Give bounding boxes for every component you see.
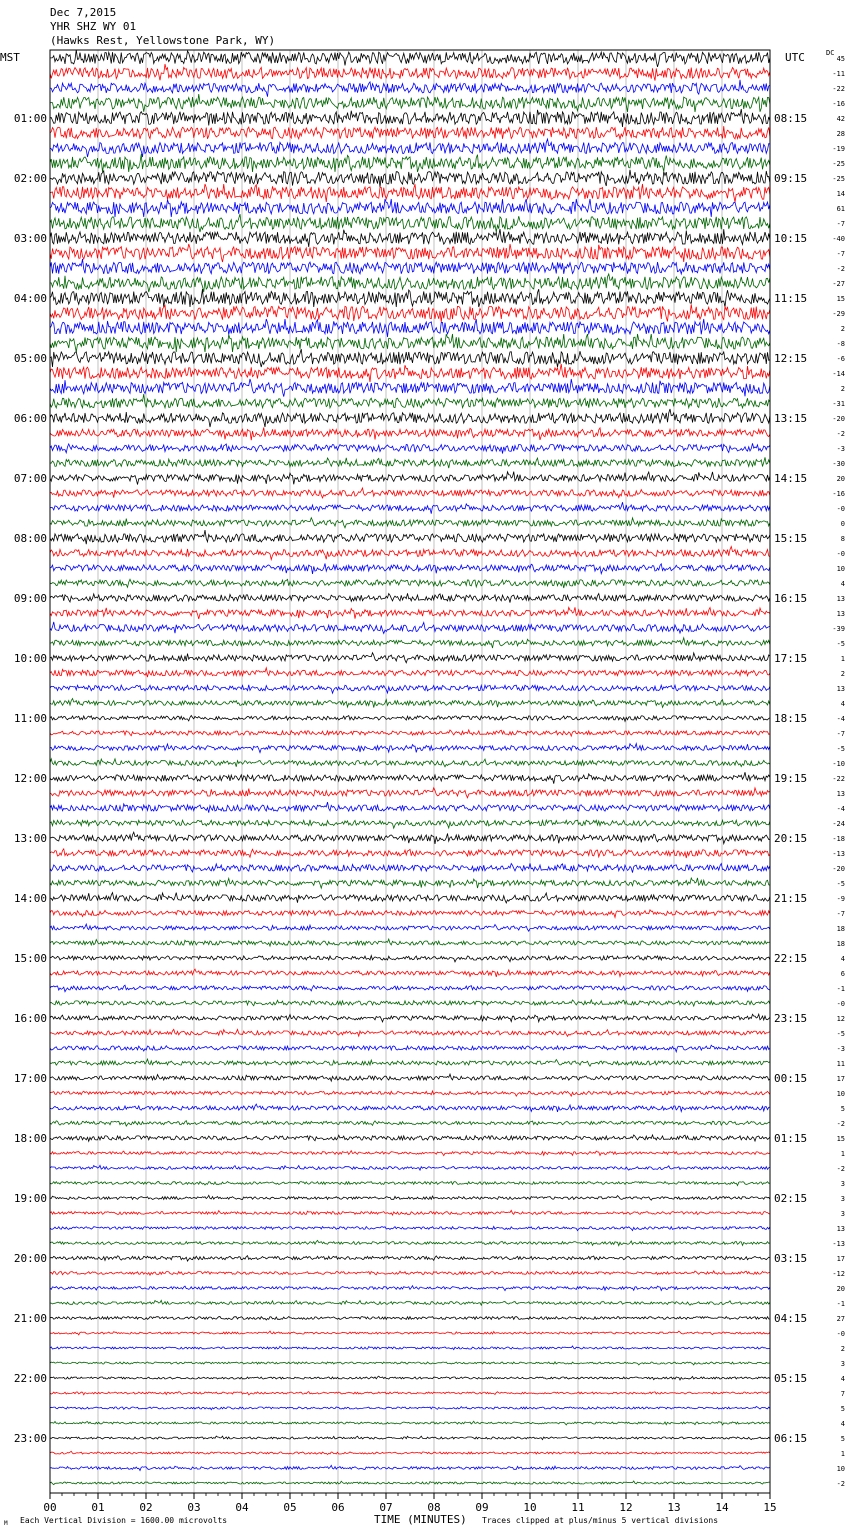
dc-offset-value: 6: [840, 970, 845, 978]
x-tick-label: 02: [139, 1501, 153, 1514]
dc-offset-value: 2: [840, 1345, 845, 1353]
hour-label-mst: 23:00: [13, 1432, 47, 1445]
corner-mark: M: [4, 1520, 8, 1527]
dc-offset-value: 5: [840, 1405, 845, 1413]
hour-label-mst: 20:00: [13, 1252, 47, 1265]
dc-offset-value: -25: [832, 160, 845, 168]
dc-offset-value: -30: [832, 460, 845, 468]
dc-offset-value: -7: [836, 910, 845, 918]
dc-offset-value: 0: [840, 520, 845, 528]
dc-offset-value: -20: [832, 865, 845, 873]
hour-label-utc: 11:15: [774, 292, 808, 305]
hour-label-mst: 10:00: [13, 652, 47, 665]
dc-offset-value: 13: [836, 685, 845, 693]
dc-offset-value: 4: [840, 955, 845, 963]
x-tick-label: 01: [91, 1501, 105, 1514]
dc-offset-value: 13: [836, 595, 845, 603]
dc-offset-value: -7: [836, 220, 845, 228]
hour-label-utc: 05:15: [774, 1372, 808, 1385]
dc-offset-value: 27: [836, 1315, 845, 1323]
dc-offset-value: 2: [840, 325, 845, 333]
dc-offset-value: -6: [836, 355, 845, 363]
hour-label-mst: 13:00: [13, 832, 47, 845]
dc-offset-value: 3: [840, 1195, 845, 1203]
dc-offset-value: 10: [836, 1465, 845, 1473]
dc-offset-value: -16: [832, 490, 845, 498]
hour-label-utc: 09:15: [774, 172, 808, 185]
dc-offset-value: -12: [832, 1270, 845, 1278]
hour-label-mst: 07:00: [13, 472, 47, 485]
dc-offset-value: 42: [836, 115, 845, 123]
hour-label-utc: 20:15: [774, 832, 808, 845]
dc-offset-value: 13: [836, 1225, 845, 1233]
dc-offset-value: -24: [832, 820, 845, 828]
dc-offset-value: 3: [840, 1360, 845, 1368]
dc-offset-value: -4: [836, 805, 845, 813]
hour-label-utc: 01:15: [774, 1132, 808, 1145]
hour-label-utc: 10:15: [774, 232, 808, 245]
dc-offset-value: 4: [840, 580, 845, 588]
hour-label-mst: 11:00: [13, 712, 47, 725]
x-tick-label: 08: [427, 1501, 441, 1514]
hour-label-utc: 21:15: [774, 892, 808, 905]
hour-label-mst: 03:00: [13, 232, 47, 245]
x-tick-label: 12: [619, 1501, 633, 1514]
header-station: YHR SHZ WY 01: [50, 20, 137, 33]
hour-label-utc: 15:15: [774, 532, 808, 545]
dc-offset-value: -11: [832, 70, 845, 78]
hour-label-mst: 05:00: [13, 352, 47, 365]
hour-label-utc: 03:15: [774, 1252, 808, 1265]
dc-offset-value: -2: [836, 1165, 845, 1173]
dc-offset-value: -4: [836, 715, 845, 723]
hour-label-mst: 09:00: [13, 592, 47, 605]
hour-label-mst: 19:00: [13, 1192, 47, 1205]
hour-label-utc: 13:15: [774, 412, 808, 425]
dc-offset-value: -2: [836, 265, 845, 273]
hour-label-utc: 00:15: [774, 1072, 808, 1085]
dc-offset-value: -25: [832, 175, 845, 183]
dc-offset-value: -5: [836, 745, 845, 753]
hour-label-mst: 15:00: [13, 952, 47, 965]
dc-offset-value: -18: [832, 835, 845, 843]
x-tick-label: 13: [667, 1501, 681, 1514]
header-date: Dec 7,2015: [50, 6, 117, 19]
dc-offset-value: 3: [840, 1210, 845, 1218]
dc-offset-value: 3: [840, 1180, 845, 1188]
dc-offset-value: -5: [836, 640, 845, 648]
hour-label-utc: 19:15: [774, 772, 808, 785]
dc-offset-value: -0: [836, 505, 845, 513]
dc-offset-value: 18: [836, 940, 845, 948]
dc-offset-value: -3: [836, 445, 845, 453]
dc-offset-value: 12: [836, 1015, 845, 1023]
dc-offset-value: 11: [836, 1060, 845, 1068]
hour-label-utc: 02:15: [774, 1192, 808, 1205]
dc-offset-value: 7: [840, 1390, 845, 1398]
dc-offset-value: -3: [836, 1045, 845, 1053]
dc-offset-value: 20: [836, 475, 845, 483]
header-location: (Hawks Rest, Yellowstone Park, WY): [50, 34, 276, 47]
dc-offset-value: -2: [836, 1120, 845, 1128]
dc-offset-value: -9: [836, 895, 845, 903]
hour-label-mst: 22:00: [13, 1372, 47, 1385]
dc-offset-value: 17: [836, 1075, 845, 1083]
hour-label-utc: 04:15: [774, 1312, 808, 1325]
x-axis-title: TIME (MINUTES): [374, 1513, 467, 1526]
x-tick-label: 07: [379, 1501, 393, 1514]
scale-note: Each Vertical Division = 1600.00 microvolts: [20, 1516, 228, 1525]
dc-offset-value: -22: [832, 775, 845, 783]
dc-offset-value: -2: [836, 1480, 845, 1488]
dc-offset-value: 2: [840, 670, 845, 678]
dc-offset-value: -13: [832, 1240, 845, 1248]
dc-offset-value: -0: [836, 550, 845, 558]
dc-offset-value: 14: [836, 190, 845, 198]
x-tick-label: 15: [763, 1501, 777, 1514]
x-tick-label: 00: [43, 1501, 57, 1514]
dc-offset-value: -16: [832, 100, 845, 108]
hour-label-utc: 14:15: [774, 472, 808, 485]
right-timezone-label: UTC: [785, 51, 805, 64]
x-tick-label: 04: [235, 1501, 249, 1514]
hour-label-utc: 22:15: [774, 952, 808, 965]
dc-offset-value: -0: [836, 1330, 845, 1338]
dc-offset-value: 15: [836, 1135, 845, 1143]
dc-offset-value: -20: [832, 415, 845, 423]
x-tick-label: 03: [187, 1501, 201, 1514]
hour-label-utc: 17:15: [774, 652, 808, 665]
dc-offset-value: -0: [836, 1000, 845, 1008]
hour-label-mst: 17:00: [13, 1072, 47, 1085]
dc-offset-value: -31: [832, 400, 845, 408]
dc-offset-value: -40: [832, 235, 845, 243]
dc-offset-value: 17: [836, 1255, 845, 1263]
dc-label: DC: [826, 49, 835, 57]
hour-label-utc: 12:15: [774, 352, 808, 365]
dc-offset-value: 4: [840, 1375, 845, 1383]
dc-offset-value: -19: [832, 145, 845, 153]
dc-offset-value: -5: [836, 880, 845, 888]
hour-label-mst: 02:00: [13, 172, 47, 185]
dc-offset-value: 61: [836, 205, 845, 213]
dc-offset-value: -8: [836, 340, 845, 348]
dc-offset-value: 28: [836, 130, 845, 138]
dc-offset-value: 1: [840, 1150, 845, 1158]
x-tick-label: 10: [523, 1501, 537, 1514]
hour-label-mst: 12:00: [13, 772, 47, 785]
dc-offset-value: 4: [840, 1420, 845, 1428]
hour-label-mst: 01:00: [13, 112, 47, 125]
dc-offset-value: -29: [832, 310, 845, 318]
dc-offset-value: -7: [836, 250, 845, 258]
dc-offset-value: 20: [836, 1285, 845, 1293]
x-tick-label: 09: [475, 1501, 489, 1514]
x-tick-label: 06: [331, 1501, 345, 1514]
dc-offset-value: 2: [840, 385, 845, 393]
dc-offset-value: -13: [832, 850, 845, 858]
hour-label-mst: 04:00: [13, 292, 47, 305]
x-tick-label: 14: [715, 1501, 729, 1514]
dc-offset-value: 4: [840, 700, 845, 708]
dc-offset-value: -7: [836, 730, 845, 738]
dc-offset-value: 13: [836, 610, 845, 618]
dc-offset-value: 1: [840, 1450, 845, 1458]
dc-offset-value: 45: [836, 55, 845, 63]
hour-label-mst: 21:00: [13, 1312, 47, 1325]
hour-label-mst: 14:00: [13, 892, 47, 905]
x-tick-label: 11: [571, 1501, 585, 1514]
dc-offset-value: 15: [836, 295, 845, 303]
hour-label-utc: 23:15: [774, 1012, 808, 1025]
dc-offset-value: -1: [836, 985, 845, 993]
dc-offset-value: -27: [832, 280, 845, 288]
hour-label-utc: 16:15: [774, 592, 808, 605]
hour-label-utc: 06:15: [774, 1432, 808, 1445]
dc-offset-value: -1: [836, 1300, 845, 1308]
x-tick-label: 05: [283, 1501, 297, 1514]
dc-offset-value: 1: [840, 655, 845, 663]
dc-offset-value: 10: [836, 565, 845, 573]
dc-offset-value: -10: [832, 760, 845, 768]
dc-offset-value: -5: [836, 1030, 845, 1038]
dc-offset-value: 5: [840, 1435, 845, 1443]
clip-note: Traces clipped at plus/minus 5 vertical divisions: [482, 1516, 719, 1525]
dc-offset-value: 10: [836, 1090, 845, 1098]
dc-offset-value: 18: [836, 925, 845, 933]
dc-offset-value: -22: [832, 85, 845, 93]
hour-label-mst: 08:00: [13, 532, 47, 545]
hour-label-mst: 18:00: [13, 1132, 47, 1145]
dc-offset-value: 13: [836, 790, 845, 798]
left-timezone-label: MST: [0, 51, 20, 64]
hour-label-mst: 16:00: [13, 1012, 47, 1025]
hour-label-utc: 18:15: [774, 712, 808, 725]
dc-offset-value: -2: [836, 430, 845, 438]
hour-label-utc: 08:15: [774, 112, 808, 125]
dc-offset-value: 8: [840, 535, 845, 543]
dc-offset-value: -14: [832, 370, 845, 378]
hour-label-mst: 06:00: [13, 412, 47, 425]
dc-offset-value: 5: [840, 1105, 845, 1113]
dc-offset-value: -39: [832, 625, 845, 633]
